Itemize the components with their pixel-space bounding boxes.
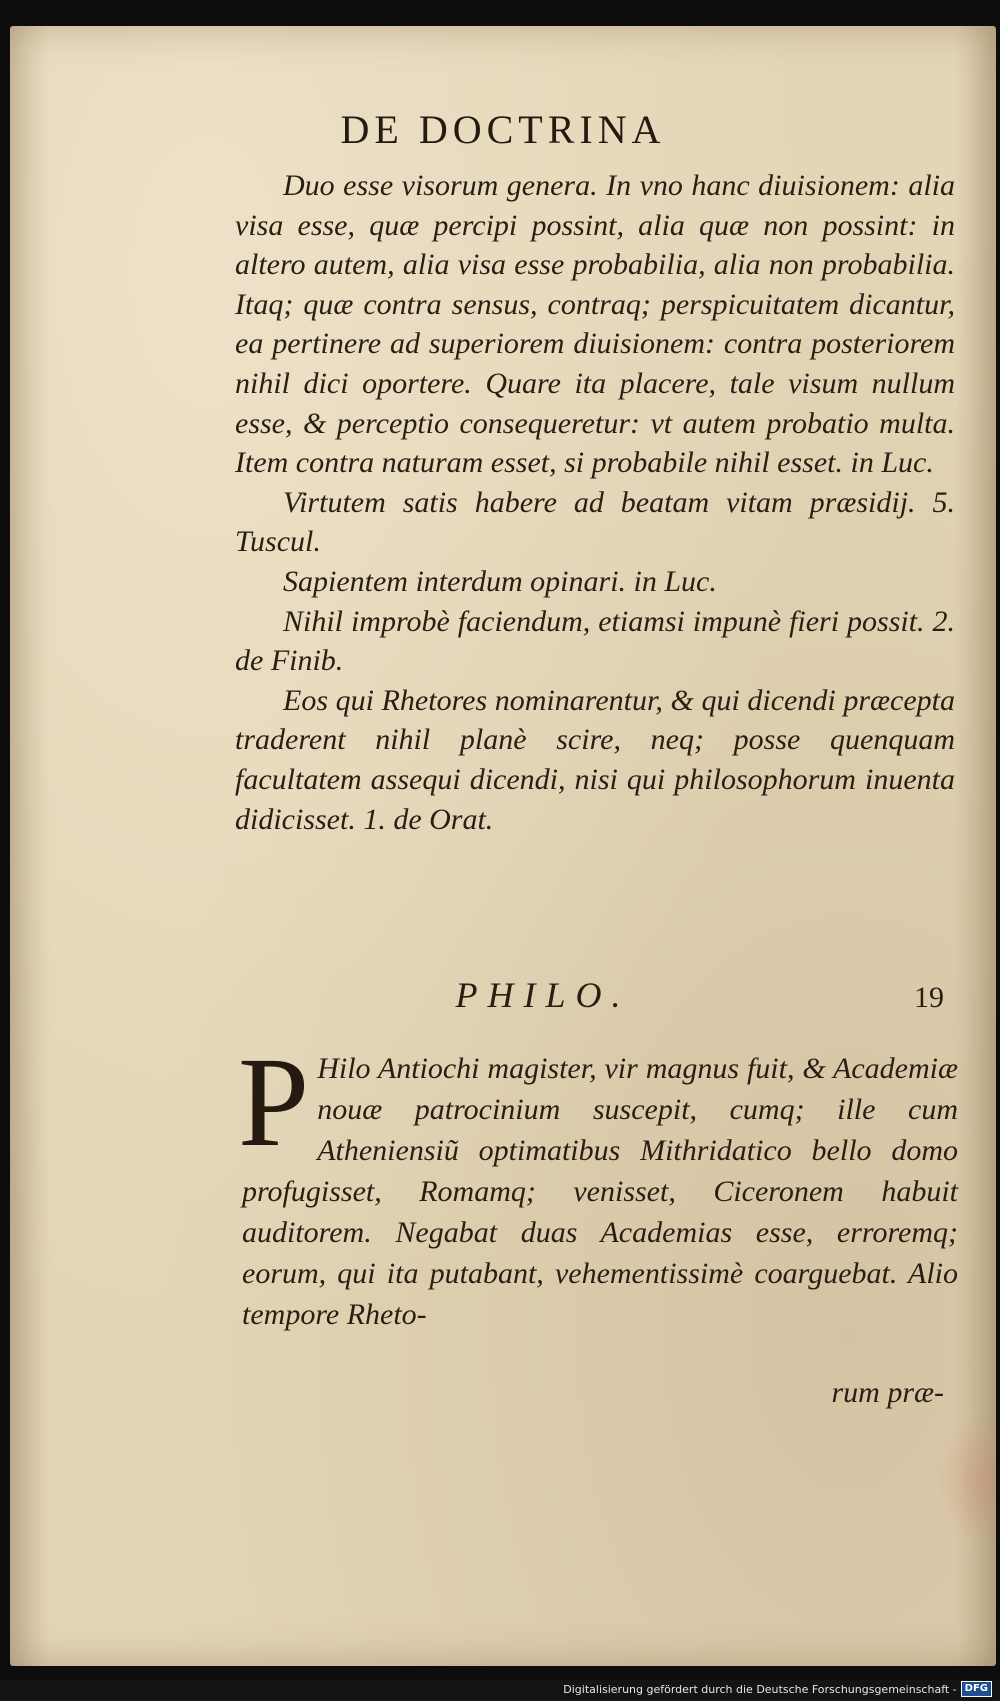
philo-paragraph: Hilo Antiochi magister, vir magnus fuit, & Academiæ nouæ patrocinium suscepit, cumq; ille cum Atheniensiũ optimatibus Mithridatico bello domo profugisset, Romamq; venisset, Ciceronem habuit auditorem. Negabat duas Academias esse, erroremq; eorum, qui ita putabant, vehementissimè coarguebat. Alio tempore Rheto- bbox=[242, 1052, 958, 1331]
dfg-logo: DFG bbox=[961, 1681, 992, 1697]
paragraph-eos-qui: Eos qui Rhetores nominarentur, & qui dicendi præcepta traderent nihil planè scire, neq; posse quenquam facultatem assequi dicendi, nisi qui philosophorum inuenta didicisset. 1. de Orat. bbox=[235, 683, 955, 836]
paragraph-duo-esse: Duo esse visorum genera. In vno hanc diuisionem: alia visa esse, quæ percipi possint, alia quæ non possint: in altero autem, alia visa esse probabilia, alia non probabilia. Itaq; quæ contra sensus, contraq; perspicuitatem dicantur, ea pertinere ad superiorem diuisionem: contra posteriorem nihil dici oportere. Quare ita placere, tale visum nullum esse, & perceptio consequeretur: vt autem probatio multa. Item contra naturam esset, si probabile nihil esset. in Luc. bbox=[235, 169, 955, 480]
page-number: 19 bbox=[914, 981, 944, 1014]
footer-credit: Digitalisierung gefördert durch die Deutsche Forschungsgemeinschaft - bbox=[563, 1682, 957, 1696]
section-heading: PHILO. bbox=[455, 975, 631, 1015]
drop-cap: P bbox=[238, 1031, 310, 1173]
paper-stain bbox=[936, 1416, 996, 1546]
paragraph-sapientem: Sapientem interdum opinari. in Luc. bbox=[283, 564, 717, 598]
book-page bbox=[10, 26, 996, 1666]
paragraph-nihil: Nihil improbè faciendum, etiamsi impunè fieri possit. 2. de Finib. bbox=[235, 604, 955, 678]
catchword: rum præ- bbox=[831, 1376, 944, 1409]
paragraph-virtutem: Virtutem satis habere ad beatam vitam præsidij. 5. Tuscul. bbox=[235, 485, 955, 559]
digitization-footer bbox=[563, 1681, 992, 1697]
philo-section bbox=[238, 1031, 958, 1335]
body-text bbox=[235, 166, 955, 839]
running-head: DE DOCTRINA bbox=[340, 107, 666, 152]
